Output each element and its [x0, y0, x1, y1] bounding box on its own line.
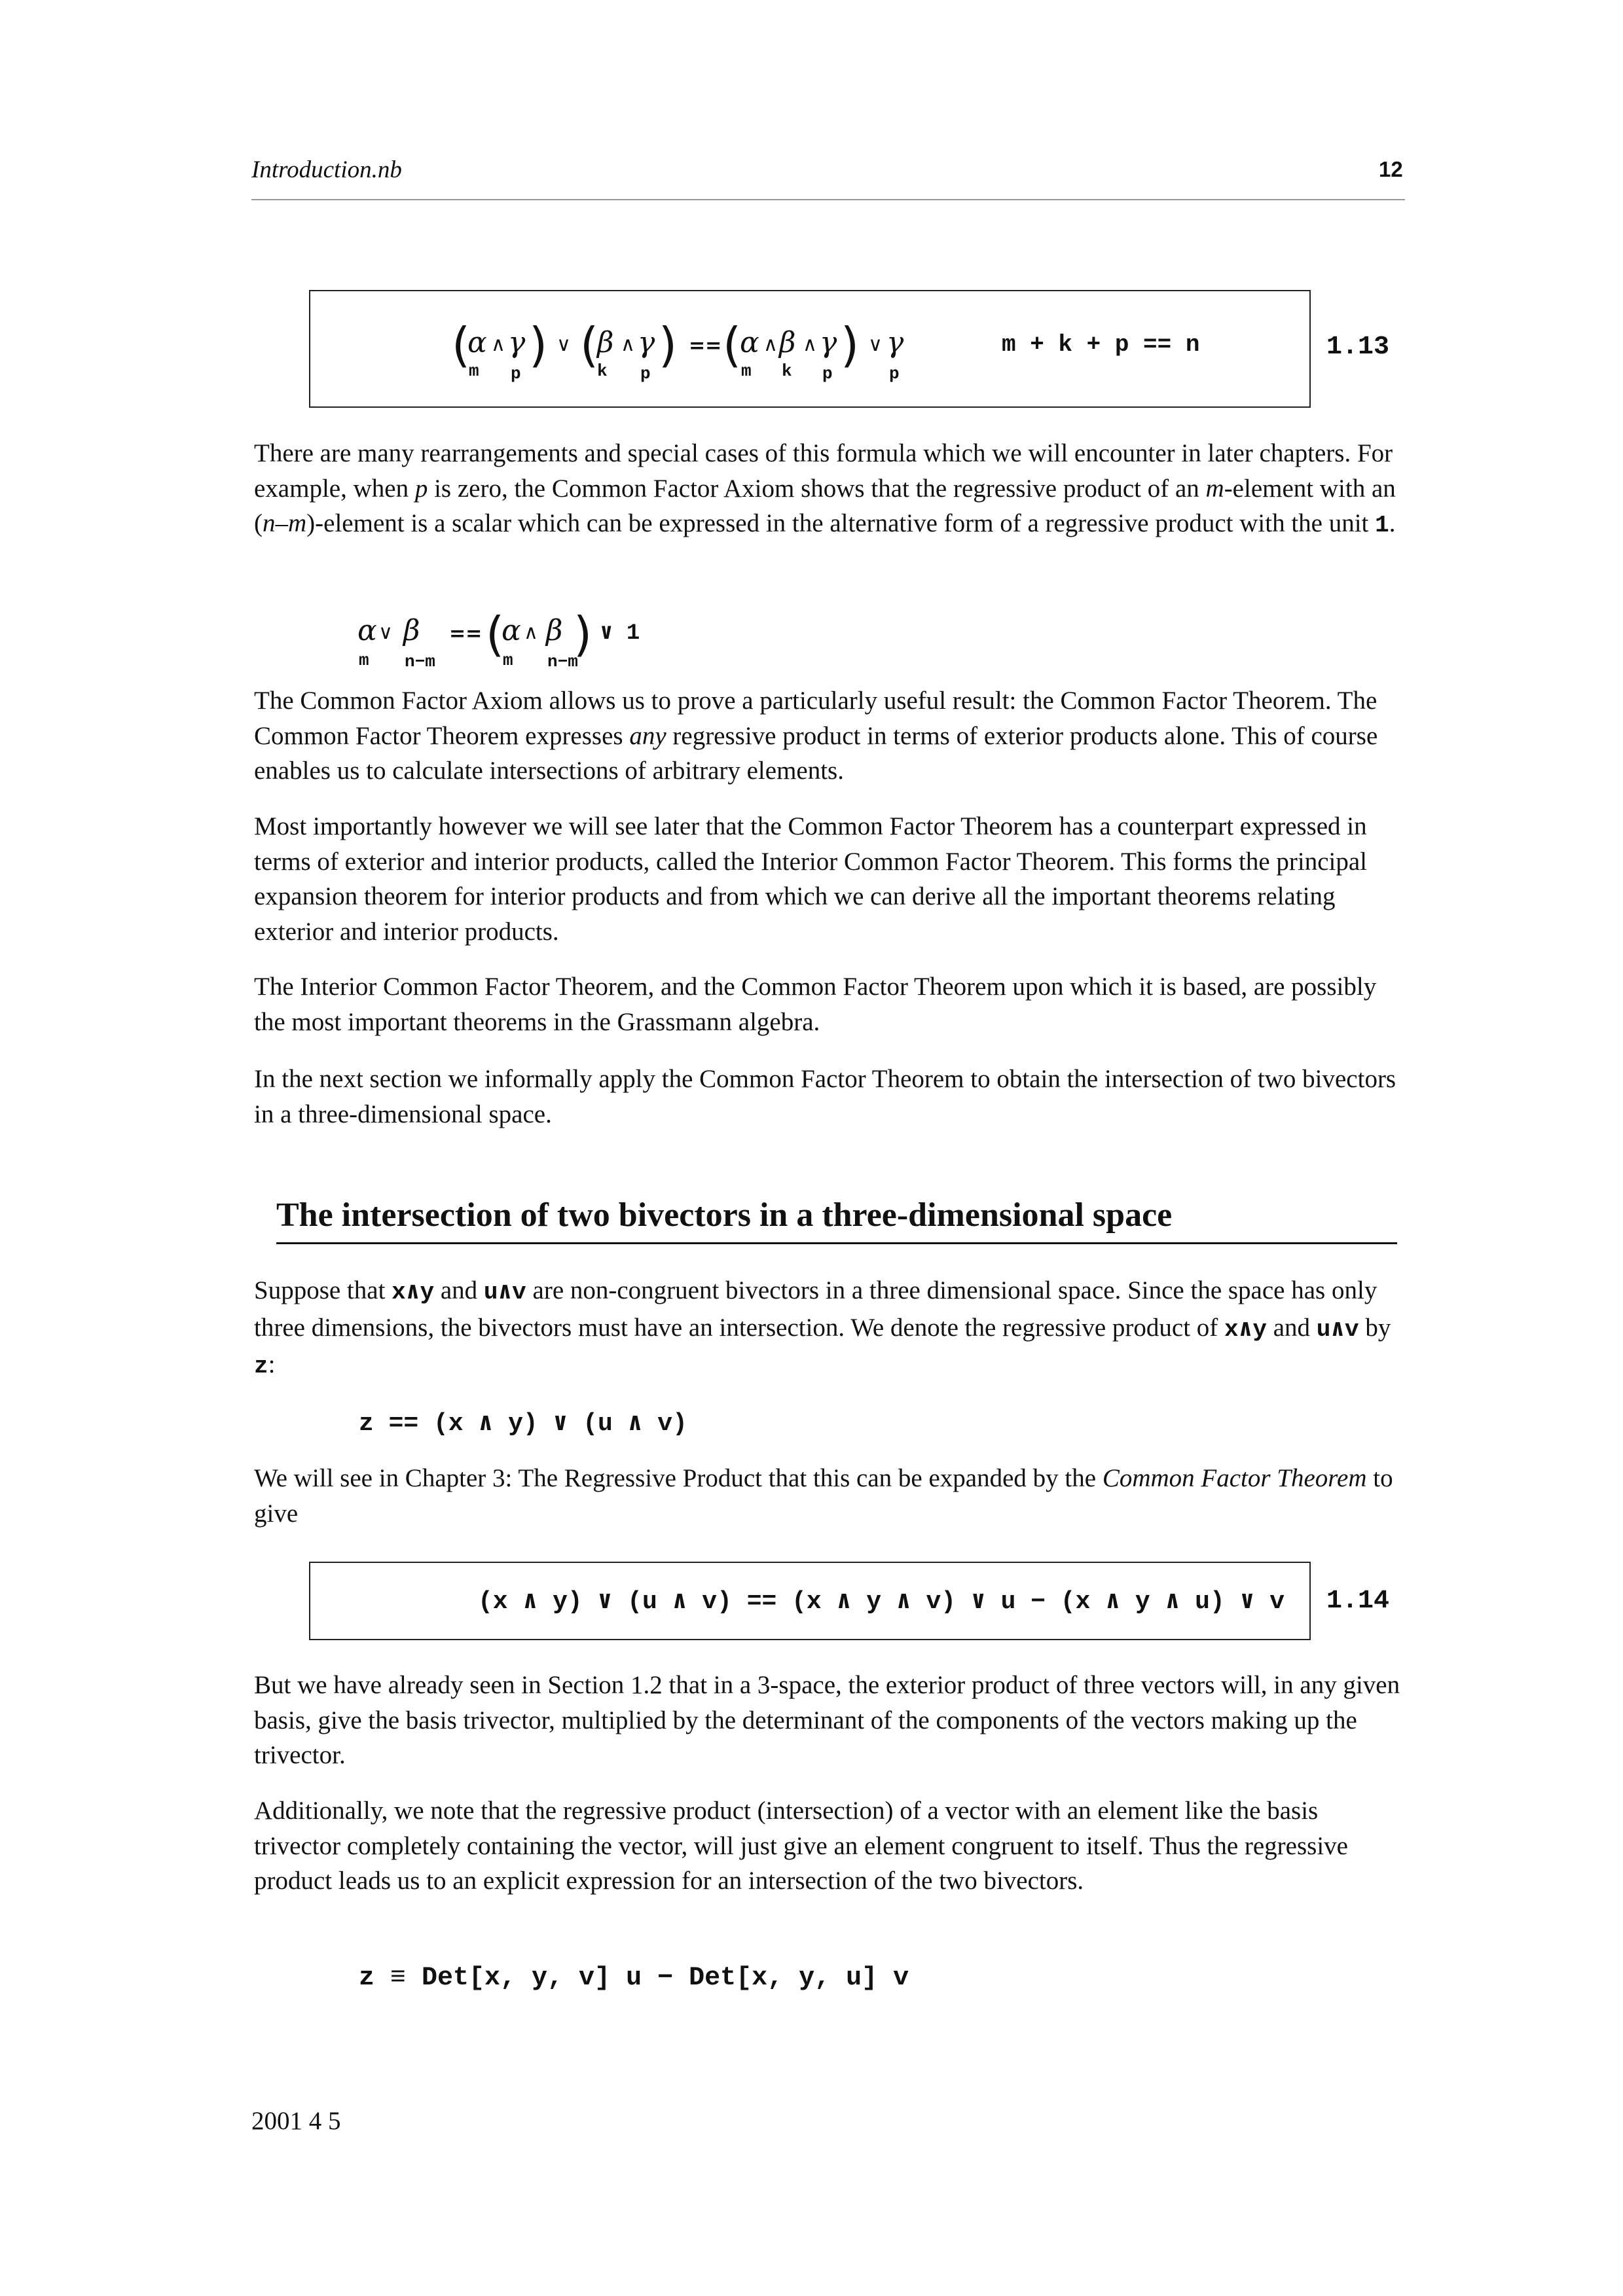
paragraph-most-important [254, 969, 1406, 1039]
vee-2: ∨ [868, 333, 883, 356]
sc-sub-m-1: m [359, 651, 369, 670]
para6-f: : [268, 1350, 276, 1378]
para2-a: The Common Factor Axiom allows us to prove a particularly useful result: the Common Factor Theorem. The Common Factor Theorem expresses [254, 687, 1377, 750]
paren-close-3: ) [841, 317, 860, 372]
para1-text-1: There are many rearrangements and special cases of this formula which we will encounter in later chapters. For example, when [254, 439, 1393, 503]
sc-paren-open: ( [486, 607, 505, 662]
wedge-4: ∧ [803, 333, 817, 356]
alpha-2: α [740, 326, 759, 359]
paragraph-common-factor-theorem [254, 683, 1406, 789]
sc-equals: == [449, 622, 483, 645]
wedge-2: ∧ [621, 333, 635, 356]
para5-text: In the next section we informally apply the Common Factor Theorem to obtain the intersection of two bivectors in a three-dimensional space. [254, 1065, 1396, 1128]
para1-p: p [414, 474, 428, 503]
para1-nm: n–m [263, 509, 307, 537]
paren-close-1: ) [529, 317, 548, 372]
equation-1-13-svg [452, 308, 1303, 393]
wedge-3: ∧ [763, 333, 778, 356]
sc-sub-m-2: m [503, 651, 513, 670]
para2-b: regressive product in terms of exterior products alone. This of course enables us to calculate intersections of arbitrary elements. [254, 721, 1378, 785]
paragraph-rearrangements [254, 436, 1406, 543]
equation-number-1-13: 1.13 [1326, 332, 1390, 362]
sub-p-4: p [889, 364, 900, 384]
sc-sub-nm-2: n−m [547, 652, 578, 672]
para6-xy: x∧y [392, 1279, 435, 1306]
paragraph-section-1-2 [254, 1668, 1406, 1773]
vee-1: ∨ [556, 333, 571, 356]
gamma-3: γ [820, 326, 837, 359]
paragraph-chapter-3 [254, 1461, 1406, 1531]
sc-sub-nm-1: n−m [405, 652, 435, 672]
paren-close-2: ) [659, 317, 678, 372]
gamma-1: γ [508, 326, 526, 359]
sc-tail: ∨ 1 [600, 621, 640, 646]
gamma-2: γ [638, 326, 655, 359]
para1-text-3: -element with an ( [254, 474, 1396, 537]
condition-1-13: m + k + p == n [1002, 331, 1200, 358]
para7-a: We will see in Chapter 3: The Regressive Product that this can be expanded by the [254, 1464, 1103, 1492]
para1-unit-one: 1 [1375, 512, 1389, 539]
footer-date: 2001 4 5 [251, 2107, 341, 2135]
sc-alpha-1: α [357, 614, 377, 647]
para1-m: m [1205, 474, 1224, 503]
header-rule [251, 199, 1405, 200]
equation-1-13 [452, 308, 1303, 393]
para6-uv-2: u∧v [1316, 1316, 1359, 1343]
wedge-1: ∧ [491, 333, 505, 356]
equation-1-14: (x ∧ y) ∨ (u ∧ v) == (x ∧ y ∧ v) ∨ u − (x ∧ y ∧ u) ∨ v [478, 1588, 1285, 1616]
para6-b: and [434, 1276, 484, 1304]
paragraph-interior-counterpart [254, 809, 1406, 949]
sc-paren-close: ) [574, 607, 593, 662]
equation-number-1-14: 1.14 [1326, 1587, 1390, 1616]
para6-e: by [1359, 1313, 1391, 1342]
equation-special-case-svg [357, 602, 685, 674]
para6-uv: u∧v [483, 1279, 526, 1306]
alpha-1: α [467, 326, 487, 359]
para2-any: any [629, 721, 666, 750]
sub-p-1: p [511, 364, 521, 384]
para6-z: z [254, 1353, 268, 1380]
sub-m-2: m [741, 361, 752, 381]
sc-beta-1: β [403, 614, 420, 647]
para6-xy-2: x∧y [1224, 1316, 1267, 1343]
sub-p-2: p [640, 364, 651, 384]
section-heading: The intersection of two bivectors in a three-dimensional space [276, 1196, 1173, 1234]
sc-alpha-2: α [501, 614, 521, 647]
paren-open-3: ( [723, 317, 742, 372]
para6-a: Suppose that [254, 1276, 392, 1304]
sub-p-3: p [822, 364, 833, 384]
para1-text-4: )-element is a scalar which can be expressed in the alternative form of a regressive product with the unit [306, 509, 1376, 537]
para1-text-5: . [1389, 509, 1396, 537]
paragraph-additionally [254, 1793, 1406, 1899]
equation-z-definition: z == (x ∧ y) ∨ (u ∧ v) [359, 1410, 687, 1438]
paragraph-suppose [254, 1273, 1406, 1384]
page-number: 12 [1379, 157, 1403, 181]
equals-1: == [689, 334, 722, 357]
para6-c: are non-congruent bivectors in a three dimensional space. Since the space has only three dimensions, the bivectors must have an intersection. We denote the regressive product of [254, 1276, 1377, 1342]
sub-k-1: k [597, 361, 608, 381]
para9-text: Additionally, we note that the regressive product (intersection) of a vector with an element like the basis trivector completely containing the vector, will just give an element congruent to itself. Thus the regressive product leads us to an explicit expression for an intersection of the two bivectors. [254, 1797, 1348, 1895]
document-name: Introduction.nb [251, 156, 402, 183]
para8-text: But we have already seen in Section 1.2 that in a 3-space, the exterior product of three vectors will, in any given basis, give the basis trivector, multiplied by the determinant of the components of the vectors making up the trivector. [254, 1671, 1400, 1769]
sub-k-2: k [782, 361, 792, 381]
para6-d: and [1266, 1313, 1317, 1342]
gamma-4: γ [886, 326, 904, 359]
paren-open-1: ( [452, 317, 471, 372]
equation-special-case [357, 602, 685, 674]
para7-cft: Common Factor Theorem [1102, 1464, 1367, 1492]
para4-text: The Interior Common Factor Theorem, and the Common Factor Theorem upon which it is based, are possibly the most important theorems in the Grassmann algebra. [254, 973, 1377, 1036]
beta-2: β [779, 326, 796, 359]
paragraph-next-section [254, 1062, 1406, 1132]
paren-open-2: ( [580, 317, 599, 372]
sub-m-1: m [469, 361, 479, 381]
beta-1: β [597, 326, 614, 359]
para3-text: Most importantly however we will see later that the Common Factor Theorem has a counterpart expressed in terms of exterior and interior products, called the Interior Common Factor Theorem. This forms the principal expansion theorem for interior products and from which we can derive all the important theorems relating exterior and interior products. [254, 812, 1368, 946]
sc-wedge: ∧ [524, 621, 538, 644]
sc-vee-1: ∨ [378, 621, 393, 644]
para1-text-2: is zero, the Common Factor Axiom shows that the regressive product of an [428, 474, 1206, 503]
para7-b: to give [254, 1464, 1393, 1528]
sc-beta-2: β [546, 614, 563, 647]
section-heading-rule [276, 1242, 1397, 1244]
equation-det: z ≡ Det[x, y, v] u − Det[x, y, u] v [359, 1964, 909, 1993]
